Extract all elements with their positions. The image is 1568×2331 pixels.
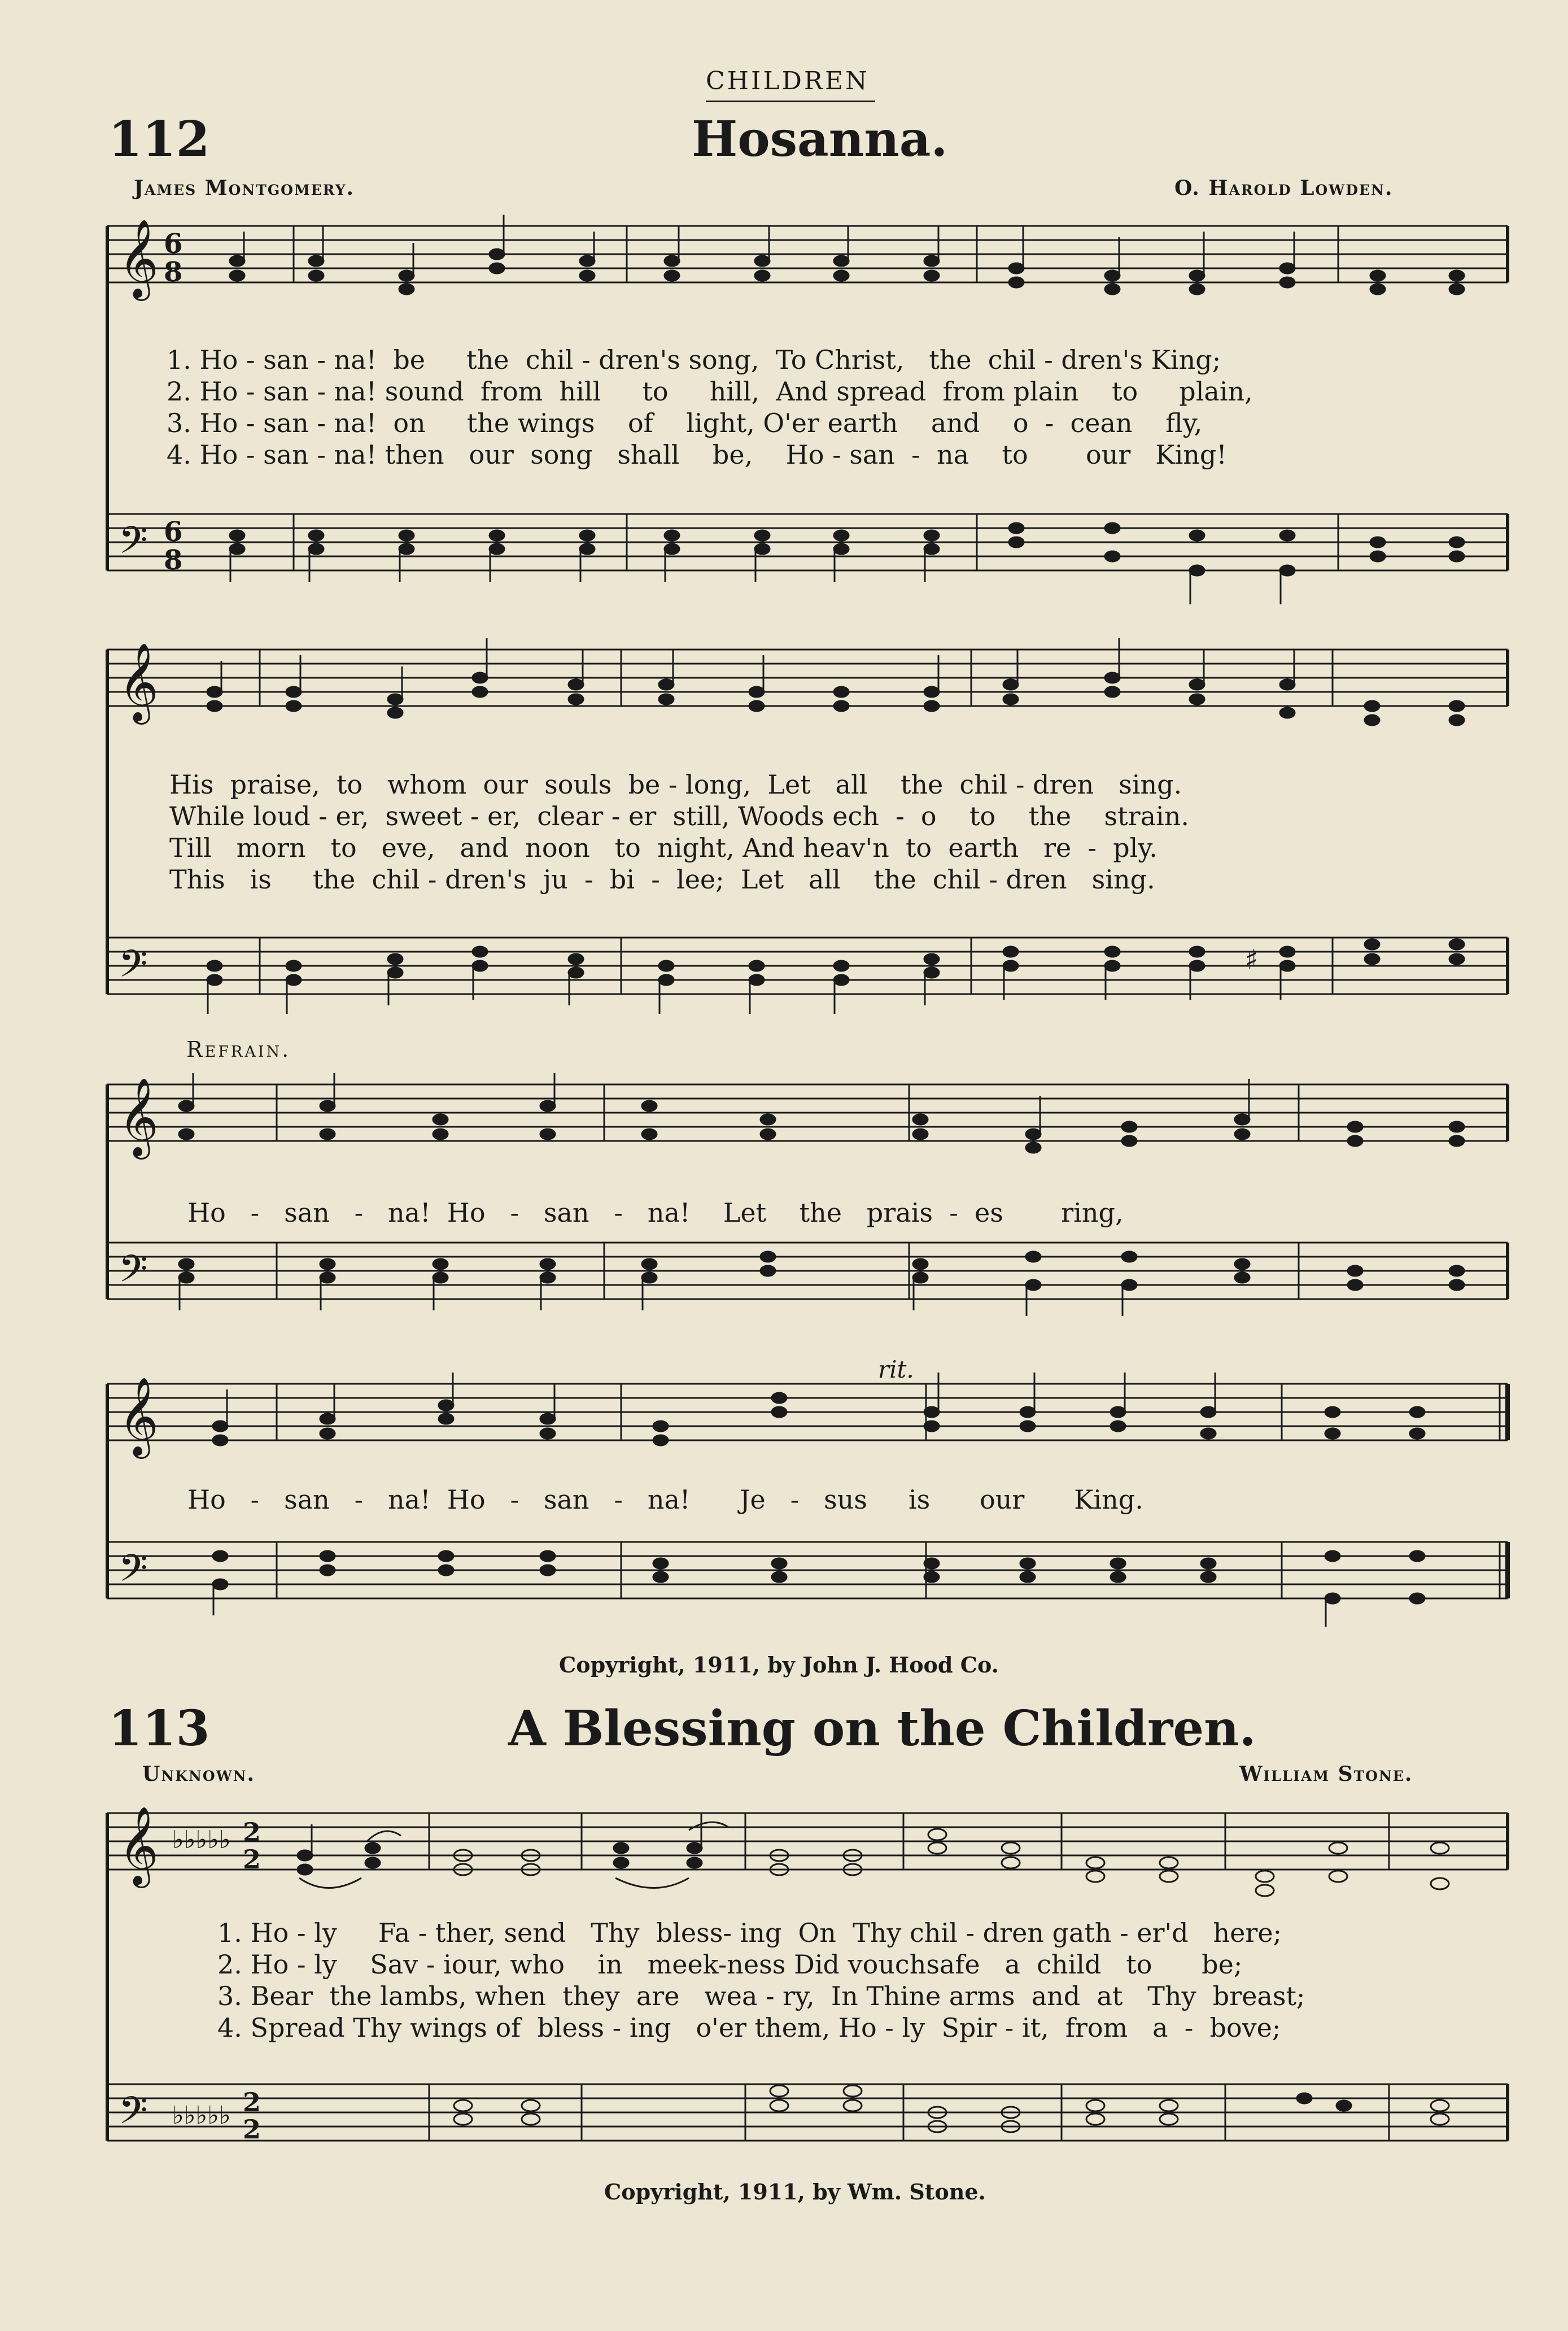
hymn-number: 112 — [108, 111, 210, 168]
svg-text:6: 6 — [164, 516, 183, 548]
section-header-underline — [706, 101, 875, 102]
hymn-author: James Montgomery. — [134, 176, 355, 200]
hymn-title: Hosanna. — [692, 111, 948, 168]
verse-4: 4. Spread Thy wings of bless - ing o'er them, Ho - ly Spir - it, from a - bove; — [217, 2012, 1281, 2043]
refrain-label: Refrain. — [186, 1037, 291, 1062]
verse-3: 3. Bear the lambs, when they are wea - ry, In Thine arms and at Thy breast; — [217, 1981, 1305, 2011]
svg-text:𝄢: 𝄢 — [119, 2089, 148, 2141]
svg-text:𝄞: 𝄞 — [119, 643, 159, 721]
svg-text:𝄞: 𝄞 — [119, 1078, 159, 1156]
tempo-mark: rit. — [878, 1356, 914, 1383]
svg-text:𝄢: 𝄢 — [119, 1247, 148, 1300]
verse-4-line-1: 4. Ho - san - na! then our song shall be, Ho - san - na to our King! — [167, 439, 1227, 470]
verse-3-line-1: 3. Ho - san - na! on the wings of light, O'er earth and o - cean fly, — [167, 408, 1203, 438]
svg-text:8: 8 — [164, 544, 183, 576]
copyright-112: Copyright, 1911, by John J. Hood Co. — [559, 1652, 999, 1678]
svg-text:♯: ♯ — [1245, 944, 1259, 975]
hymn-composer: William Stone. — [1239, 1762, 1413, 1786]
svg-text:𝄢: 𝄢 — [119, 519, 148, 571]
hymn-composer: O. Harold Lowden. — [1174, 176, 1394, 200]
svg-text:8: 8 — [164, 256, 183, 288]
svg-text:♭♭♭♭♭: ♭♭♭♭♭ — [172, 1825, 231, 1854]
svg-text:𝄞: 𝄞 — [119, 1377, 159, 1456]
svg-text:♭♭♭♭♭: ♭♭♭♭♭ — [172, 2101, 231, 2130]
svg-text:𝄞: 𝄞 — [119, 219, 159, 298]
verse-1: 1. Ho - ly Fa - ther, send Thy bless- ing On Thy chil - dren gath - er'd here; — [217, 1918, 1282, 1948]
svg-text:2: 2 — [243, 1844, 261, 1875]
hymn-author: Unknown. — [142, 1762, 256, 1786]
svg-text:𝄢: 𝄢 — [119, 1546, 148, 1599]
verse-1-line-2: His praise, to whom our souls be - long, Let all the chil - dren sing. — [169, 769, 1182, 800]
svg-text:2: 2 — [243, 1817, 261, 1848]
verse-1-line-1: 1. Ho - san - na! be the chil - dren's song, To Christ, the chil - dren's King; — [167, 345, 1221, 375]
verse-2: 2. Ho - ly Sav - iour, who in meek-ness Did vouchsafe a child to be; — [217, 1949, 1243, 1980]
hymn-title: A Blessing on the Children. — [508, 1700, 1256, 1757]
section-header: CHILDREN — [706, 67, 870, 95]
refrain-line-2: Ho - san - na! Ho - san - na! Je - sus is our King. — [187, 1484, 1143, 1515]
svg-text:𝄞: 𝄞 — [119, 1806, 159, 1885]
hymn-number: 113 — [108, 1700, 210, 1757]
svg-text:6: 6 — [164, 228, 183, 260]
svg-text:2: 2 — [243, 2114, 261, 2145]
refrain-line-1: Ho - san - na! Ho - san - na! Let the prais - es ring, — [187, 1197, 1124, 1228]
verse-3-line-2: Till morn to eve, and noon to night, And heav'n to earth re - ply. — [169, 833, 1158, 863]
verse-4-line-2: This is the chil - dren's ju - bi - lee; Let all the chil - dren sing. — [169, 864, 1155, 895]
svg-text:2: 2 — [243, 2087, 261, 2117]
verse-2-line-1: 2. Ho - san - na! sound from hill to hill, And spread from plain to plain, — [167, 376, 1253, 407]
copyright-113: Copyright, 1911, by Wm. Stone. — [604, 2179, 986, 2204]
svg-text:𝄢: 𝄢 — [119, 942, 148, 995]
verse-2-line-2: While loud - er, sweet - er, clear - er still, Woods ech - o to the strain. — [169, 801, 1190, 831]
